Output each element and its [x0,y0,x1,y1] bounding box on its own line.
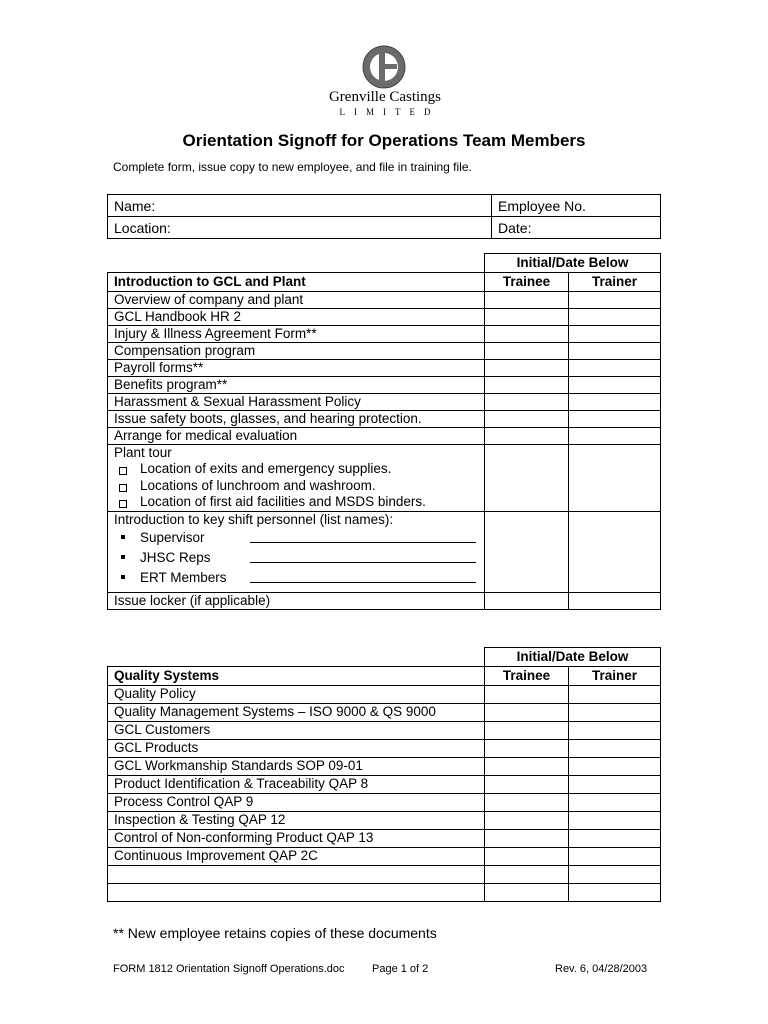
page-number: Page 1 of 2 [372,963,429,975]
trainee-cell[interactable] [485,360,569,377]
trainer-cell[interactable] [569,866,661,884]
trainee-cell[interactable] [485,445,569,512]
role-label: ERT Members [140,569,227,585]
name-blank-line[interactable] [250,562,476,563]
trainer-cell[interactable] [569,445,661,512]
trainer-cell[interactable] [569,830,661,848]
trainer-cell[interactable] [569,309,661,326]
trainer-cell[interactable] [569,394,661,411]
trainee-cell[interactable] [485,704,569,722]
revision: Rev. 6, 04/28/2003 [555,963,648,975]
trainer-cell[interactable] [569,740,661,758]
checklist-item: Control of Non-conforming Product QAP 13 [108,830,485,848]
date-label: Date: [498,219,532,236]
list-item: Location of first aid facilities and MSDS binders. [114,494,484,511]
bullet-icon [121,575,125,579]
checkbox-icon [119,500,127,508]
grenville-castings-logo-icon [359,44,409,90]
trainee-cell[interactable] [485,758,569,776]
trainer-cell[interactable] [569,326,661,343]
trainee-cell[interactable] [485,866,569,884]
checklist-item: Issue safety boots, glasses, and hearing protection. [108,411,485,428]
trainee-cell[interactable] [485,411,569,428]
trainee-cell[interactable] [485,343,569,360]
trainee-cell[interactable] [485,722,569,740]
list-item: Location of exits and emergency supplies. [114,461,484,478]
employee-no-label: Employee No. [498,197,586,214]
trainer-cell[interactable] [569,511,661,592]
plant-tour-label: Plant tour [114,445,172,460]
trainer-header: Trainer [569,667,661,686]
list-item: Locations of lunchroom and washroom. [114,478,484,495]
key-personnel-item [108,511,485,592]
trainer-cell[interactable] [569,704,661,722]
blank-item[interactable] [108,884,485,902]
checklist-item: Overview of company and plant [108,292,485,309]
form-id: FORM 1812 Orientation Signoff Operations.doc [113,963,345,975]
section-heading: Quality Systems [108,667,485,686]
checklist-item: Product Identification & Traceability QAP 8 [108,776,485,794]
employee-info-table [107,194,661,239]
trainer-cell[interactable] [569,292,661,309]
trainee-cell[interactable] [485,686,569,704]
instructions: Complete form, issue copy to new employee, and file in training file. [113,160,472,174]
role-label: JHSC Reps [140,549,211,565]
employee-no-field[interactable] [492,195,661,217]
checklist-item: Arrange for medical evaluation [108,428,485,445]
trainee-header: Trainee [485,273,569,292]
trainee-cell[interactable] [485,292,569,309]
initial-date-header: Initial/Date Below [485,648,661,667]
checklist-item: Inspection & Testing QAP 12 [108,812,485,830]
date-field[interactable] [492,217,661,239]
name-field[interactable] [108,195,492,217]
bullet-icon [121,555,125,559]
trainer-cell[interactable] [569,812,661,830]
trainer-cell[interactable] [569,411,661,428]
checklist-item: Benefits program** [108,377,485,394]
trainee-cell[interactable] [485,830,569,848]
trainer-cell[interactable] [569,776,661,794]
trainer-cell[interactable] [569,360,661,377]
location-field[interactable] [108,217,492,239]
checklist-item: Quality Management Systems – ISO 9000 & QS 9000 [108,704,485,722]
trainer-cell[interactable] [569,884,661,902]
page-title: Orientation Signoff for Operations Team Members [182,131,586,150]
trainee-cell[interactable] [485,326,569,343]
checkbox-icon [119,484,127,492]
trainee-cell[interactable] [485,884,569,902]
trainer-cell[interactable] [569,592,661,609]
name-blank-line[interactable] [250,582,476,583]
trainer-cell[interactable] [569,377,661,394]
key-personnel-label: Introduction to key shift personnel (list names): [114,511,394,527]
trainer-cell[interactable] [569,848,661,866]
trainee-cell[interactable] [485,511,569,592]
checklist-item: Issue locker (if applicable) [108,592,485,609]
checklist-item: GCL Customers [108,722,485,740]
section-heading: Introduction to GCL and Plant [108,273,485,292]
checkbox-icon [119,467,127,475]
trainee-cell[interactable] [485,848,569,866]
name-label: Name: [114,197,156,214]
checklist-item: GCL Products [108,740,485,758]
trainer-cell[interactable] [569,794,661,812]
checklist-item: Harassment & Sexual Harassment Policy [108,394,485,411]
checklist-item: Payroll forms** [108,360,485,377]
bullet-icon [121,535,125,539]
trainer-cell[interactable] [569,428,661,445]
name-blank-line[interactable] [250,542,476,543]
blank-item[interactable] [108,866,485,884]
checklist-item: Compensation program [108,343,485,360]
trainee-cell[interactable] [485,377,569,394]
trainee-cell[interactable] [485,428,569,445]
checklist-item: Process Control QAP 9 [108,794,485,812]
trainee-cell[interactable] [485,812,569,830]
company-logo [300,40,470,120]
trainer-cell[interactable] [569,758,661,776]
checklist-item: GCL Handbook HR 2 [108,309,485,326]
trainee-cell[interactable] [485,309,569,326]
intro-signoff-table [107,253,661,610]
checklist-item: Quality Policy [108,686,485,704]
trainee-cell[interactable] [485,394,569,411]
shift-role-row [114,528,484,548]
checklist-item: Injury & Illness Agreement Form** [108,326,485,343]
company-name: Grenville Castings [328,89,442,105]
shift-role-row [114,548,484,568]
trainer-header: Trainer [569,273,661,292]
trainer-cell[interactable] [569,722,661,740]
location-label: Location: [114,219,171,236]
trainee-cell[interactable] [485,740,569,758]
plant-tour-sublist [114,461,484,511]
role-label: Supervisor [140,529,205,545]
trainee-cell[interactable] [485,776,569,794]
quality-signoff-table [107,647,661,902]
footnote: ** New employee retains copies of these documents [113,925,437,941]
trainee-header: Trainee [485,667,569,686]
checklist-item: GCL Workmanship Standards SOP 09-01 [108,758,485,776]
checklist-item: Continuous Improvement QAP 2C [108,848,485,866]
trainer-cell[interactable] [569,343,661,360]
trainer-cell[interactable] [569,686,661,704]
initial-date-header: Initial/Date Below [485,254,661,273]
trainee-cell[interactable] [485,592,569,609]
plant-tour-item [108,445,485,512]
trainee-cell[interactable] [485,794,569,812]
shift-role-row [114,568,484,588]
company-suffix: LIMITED [339,107,440,117]
